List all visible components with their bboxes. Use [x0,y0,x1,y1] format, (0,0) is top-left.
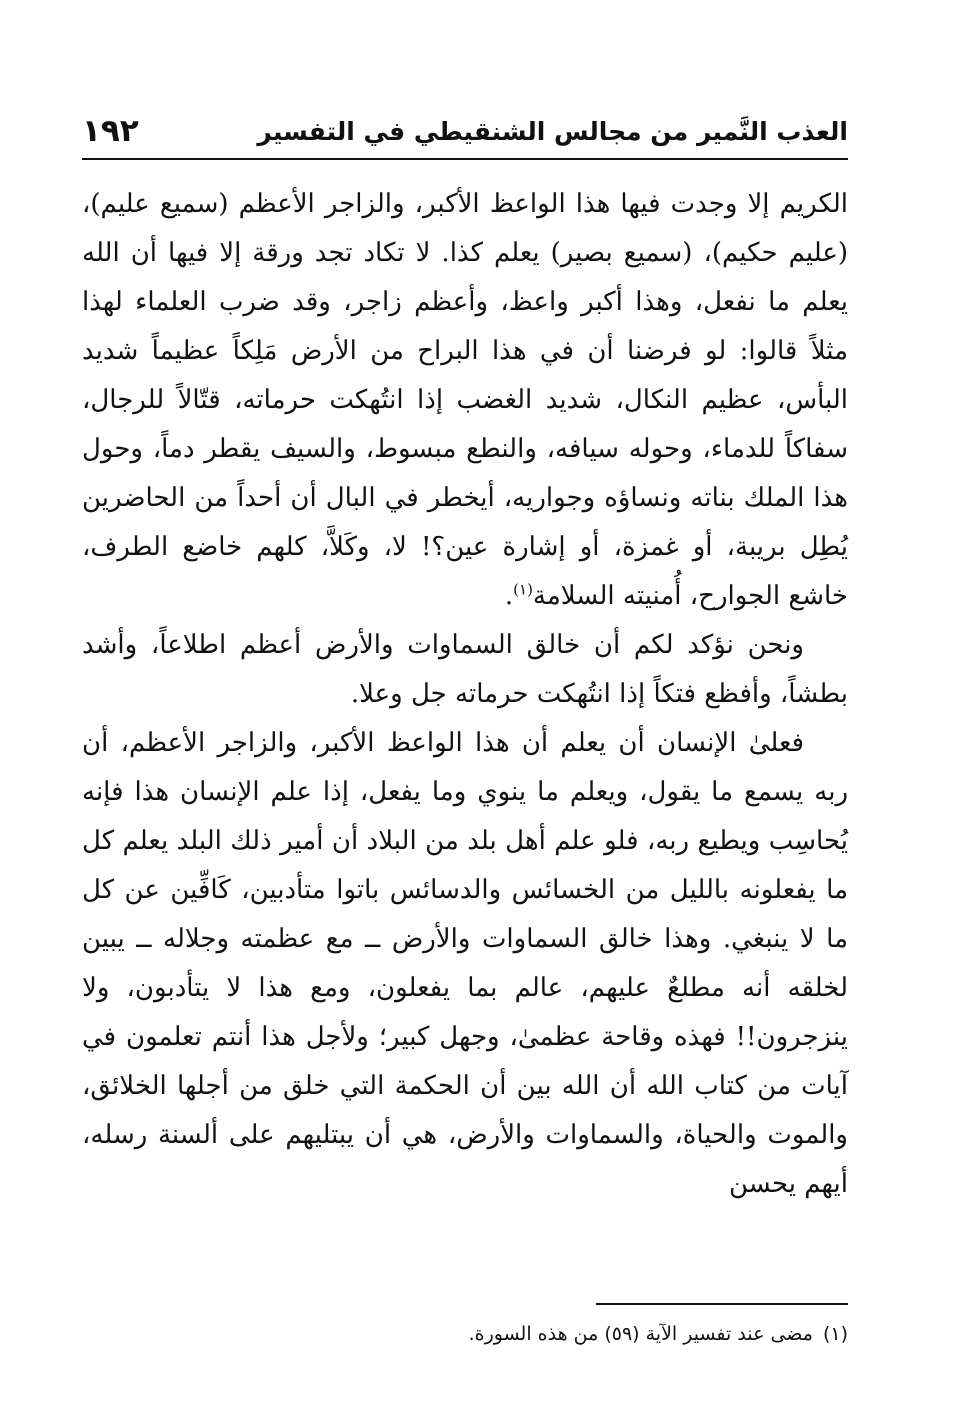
page-number: ١٩٢ [82,113,139,149]
paragraph-1-end: . [504,581,514,611]
footnote-reference: (١) [513,580,533,599]
book-page [82,100,848,1400]
header-divider [82,158,848,160]
running-header [82,114,848,154]
footnote-divider [596,1303,848,1305]
running-title: العذب النَّمير من مجالس الشنقيطي في التفسير [257,117,848,146]
paragraph-3: فعلىٰ الإنسان أن يعلم أن هذا الواعظ الأكبر، والزاجر الأعظم، أن ربه يسمع ما يقول، ويعلم ما ينوي وما يفعل، إذا علم الإنسان هذا فإنه يُحاسِب ويطيع ربه، فلو علم أهل بلد من البلاد أن أمير ذلك البلد يعلم كل ما يفعلونه بالليل من الخسائس والدسائس باتوا متأدبين، كَافِّين عن كل ما لا ينبغي. وهذا خالق السماوات والأرض ــ مع عظمته وجلاله ــ يبين لخلقه أنه مطلعٌ عليهم، عالم بما يفعلون، ومع هذا لا يتأدبون، ولا ينزجرون!! فهذه وقاحة عظمىٰ، وجهل كبير؛ ولأجل هذا أنتم تعلمون في آيات من كتاب الله أن الله بين أن الحكمة التي خلق من أجلها الخلائق، والموت والحياة، والسماوات والأرض، هي أن يبتليهم على ألسنة رسله، أيهم يحسن [82,728,849,1199]
main-text [82,180,848,1209]
footnote-text: مضى عند تفسير الآية (٥٩) من هذه السورة. [468,1323,813,1345]
paragraph-2: ونحن نؤكد لكم أن خالق السماوات والأرض أعظم اطلاعاً، وأشد بطشاً، وأفظع فتكاً إذا انتُهكت حرماته جل وعلا. [82,630,848,709]
footnote [82,1318,848,1350]
footnote-marker: (١) [822,1323,848,1345]
paragraph-1-text: الكريم إلا وجدت فيها هذا الواعظ الأكبر، والزاجر الأعظم (سميع عليم)، (عليم حكيم)، (سميع بصير) يعلم كذا. لا تكاد تجد ورقة إلا فيها أن الله يعلم ما نفعل، وهذا أكبر واعظ، وأعظم زاجر، وقد ضرب العلماء لهذا مثلاً قالوا: لو فرضنا أن في هذا البراح من الأرض مَلِكاً عظيماً شديد البأس، عظيم النكال، شديد الغضب إذا انتُهكت حرماته، قتّالاً للرجال، سفاكاً للدماء، وحوله سيافه، والنطع مبسوط، والسيف يقطر دماً، وحول هذا الملك بناته ونساؤه وجواريه، أيخطر في البال أن أحداً من الحاضرين يُطِل بريبة، أو غمزة، أو إشارة عين؟! لا، وكَلاَّ، كلهم خاضع الطرف، خاشع الجوارح، أُمنيته السلامة [82,189,848,611]
paragraph-1 [82,180,848,621]
